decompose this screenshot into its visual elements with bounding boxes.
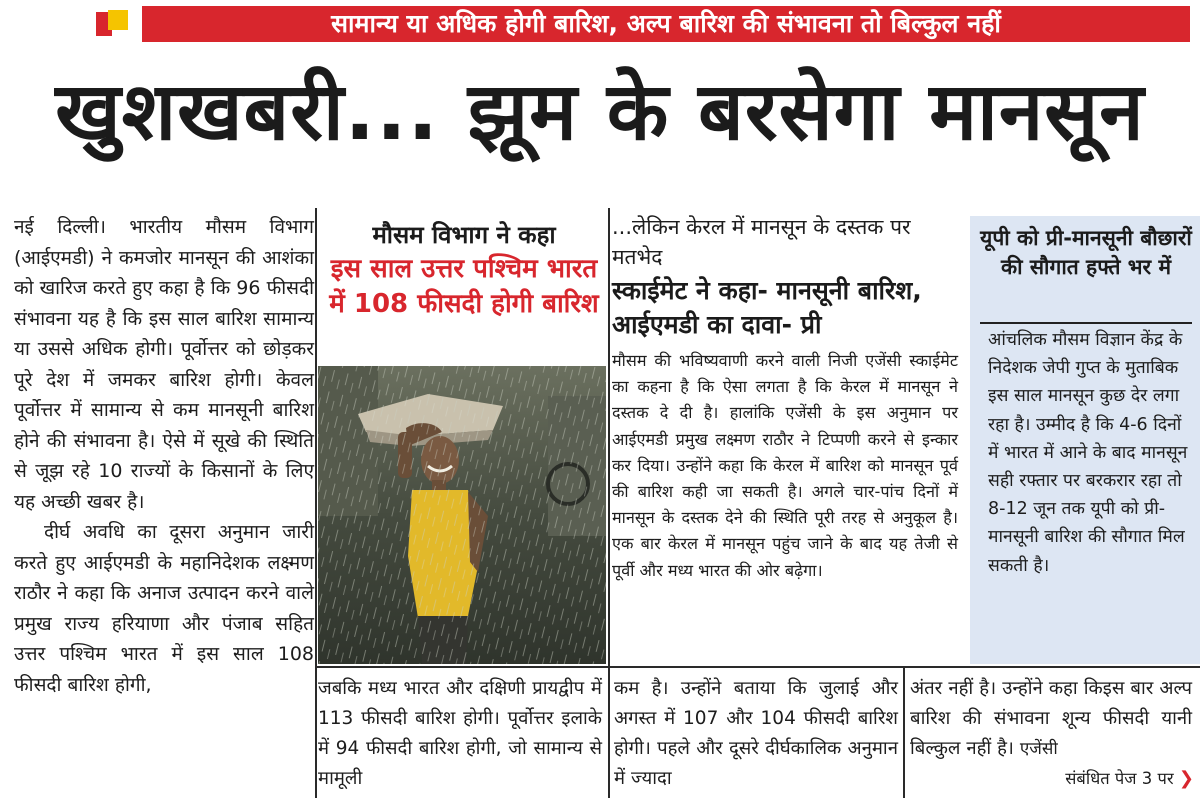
continuation-text: अंतर नहीं है। उन्होंने कहा किइस बार अल्प बारिश की संभावना शून्य फीसदी यानी बिल्कुल नहीं है। — [910, 678, 1192, 759]
story-headline: स्काईमेट ने कहा- मानसूनी बारिश, आईएमडी का दावा- प्री — [612, 276, 922, 339]
related-page-text: संबंधित पेज 3 पर — [1065, 769, 1174, 788]
sidebar-rule — [980, 322, 1192, 324]
column-rule — [608, 668, 610, 798]
continuation-col-2: कम है। उन्होंने बताया कि जुलाई और अगस्त में 107 और 104 फीसदी बारिश होगी। पहले और दूसरे दीर्घकालिक अनुमान में ज्यादा — [614, 678, 898, 789]
sidebar-body: आंचलिक मौसम विज्ञान केंद्र के निदेशक जेपी गुप्त के मुताबिक इस साल मानसून कुछ देर लगा रहा है। उम्मीद है कि 4-6 दिनों में भारत में आने के बाद मानसून सही रफ्तार पर बरकरार रहा तो 8-12 जून तक यूपी को प्री-मानसूनी बारिश की सौगात मिल सकती है। — [988, 330, 1188, 576]
banner-strap: सामान्य या अधिक होगी बारिश, अल्प बारिश की संभावना तो बिल्कुल नहीं — [142, 6, 1190, 42]
agency-credit: एजेंसी — [1019, 739, 1058, 759]
top-banner — [0, 0, 1200, 44]
lead-story-column — [14, 212, 314, 798]
column-rule — [315, 208, 317, 798]
sidebar-headline: यूपी को प्री-मानसूनी बौछारों की सौगात हफ्ते भर में — [980, 226, 1192, 279]
main-headline: खुशखबरी... झूम के बरसेगा मानसून — [55, 65, 1145, 158]
story-kicker: ...लेकिन केरल में मानसून के दस्तक पर मतभेद — [612, 215, 911, 269]
second-paragraph: दीर्घ अवधि का दूसरा अनुमान जारी करते हुए आईएमडी के महानिदेशक लक्ष्मण राठौर ने कहा कि अनाज उत्पादन करने वाले प्रमुख राज्य हरियाणा और पंजाब सहित उत्तर पश्चिम भारत में इस साल 108 फीसदी बारिश होगी, — [14, 521, 314, 696]
subhead-kicker: मौसम विभाग ने कहा — [372, 221, 556, 249]
continuation-col-1: जबकि मध्य भारत और दक्षिणी प्रायद्वीप में 113 फीसदी बारिश होगी। पूर्वोत्तर इलाके में 94 फीसदी बारिश होगी, जो सामान्य से मामूली — [318, 678, 602, 789]
horizontal-rule — [316, 666, 1200, 668]
rain-boy-illustration — [318, 366, 606, 664]
up-sidebar-box — [970, 216, 1200, 664]
news-photo — [318, 366, 606, 664]
banner-yellow-block — [108, 10, 128, 30]
story-body: मौसम की भविष्यवाणी करने वाली निजी एजेंसी स्काईमेट का कहना है कि ऐसा लगता है कि केरल में मानसून ने दस्तक दे दी है। हालांकि एजेंसी के इस अनुमान पर आईएमडी प्रमुख लक्ष्मण राठौर ने टिप्पणी करने से इन्कार कर दिया। उन्होंने कहा कि केरल में बारिश को मानसून पूर्व की बारिश कही जा सकती है। अगले चार-पांच दिनों में मानसून के दस्तक देने की स्थिति पूरी तरह से अनुकूल है। एक बार केरल में मानसून पहुंच जाने के बाद यह तेजी से पूर्वी और मध्य भारत की ओर बढ़ेगा। — [612, 351, 958, 580]
subhead-red: इस साल उत्तर पश्चिम भारत में 108 फीसदी होगी बारिश — [329, 254, 599, 319]
lead-paragraph: नई दिल्ली। भारतीय मौसम विभाग (आईएमडी) ने कमजोर मानसून की आशंका को खारिज करते हुए कहा है कि 96 फीसदी संभावना यह है कि इस साल बारिश सामान्य या उससे अधिक होगी। पूर्वोत्तर को छोड़कर पूरे देश में जमकर बारिश होगी। केवल पूर्वोत्तर में सामान्य से कम मानसूनी बारिश होने की संभावना है। ऐसे में सूखे की स्थिति से जूझ रहे 10 राज्यों के किसानों के लिए यह अच्छी खबर है। — [14, 216, 314, 513]
column-rule — [608, 208, 610, 666]
skymet-story — [612, 212, 958, 664]
column-rule — [903, 668, 905, 798]
arrow-icon: ❯ — [1178, 768, 1194, 789]
related-page-link[interactable] — [938, 764, 1194, 794]
subhead-block — [322, 218, 606, 358]
